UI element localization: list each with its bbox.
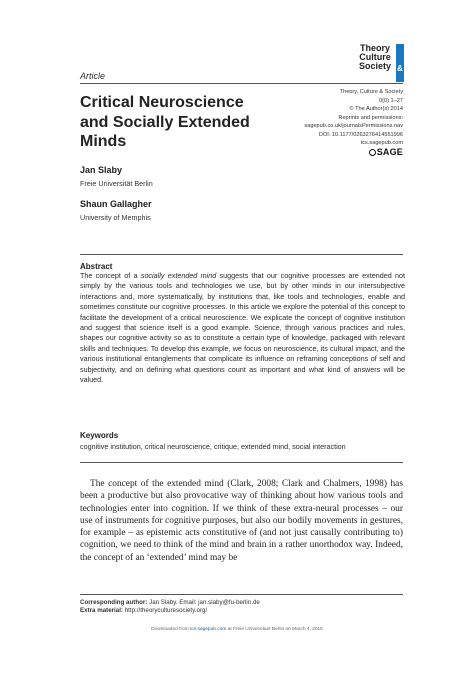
article-title [80, 93, 290, 152]
keywords-rule [80, 462, 403, 463]
abstract-rule [80, 254, 403, 255]
keywords-heading: Keywords [80, 431, 119, 440]
extra-material-link[interactable]: http://theoryculturesociety.org/ [124, 607, 208, 614]
meta-pages: 0(0) 1–27 [379, 97, 403, 104]
author-name: Jan Slaby [80, 165, 123, 175]
author-name: Shaun Gallagher [80, 199, 152, 209]
abstract-text-start: The concept of a [80, 271, 141, 280]
title-line: Minds [80, 133, 127, 150]
logo-line: Society [358, 61, 391, 71]
sage-logo [352, 147, 403, 157]
sage-mark-icon [369, 149, 376, 156]
logo-ampersand: & [397, 64, 403, 73]
abstract-heading: Abstract [80, 262, 113, 271]
logo-line: Culture [359, 52, 391, 62]
title-line: and Socially Extended [80, 113, 250, 131]
download-link[interactable]: tcs.sagepub.com [190, 627, 227, 632]
journal-logo-text [354, 44, 396, 71]
header-rule [80, 83, 403, 84]
sage-logo-text: SAGE [376, 147, 403, 157]
download-notice [0, 627, 474, 632]
title-line: Critical Neuroscience [80, 94, 244, 111]
author-affiliation: University of Memphis [80, 213, 151, 222]
author-affiliation: Freie Universität Berlin [80, 179, 153, 188]
meta-copyright: © The Author(s) 2014 [349, 106, 403, 112]
article-type-label: Article [80, 71, 106, 81]
corresponding-author-text: Jan Slaby. Email: jan.slaby@fu-berlin.de [149, 599, 260, 606]
footnote-rule [80, 594, 403, 595]
journal-logo [348, 44, 406, 84]
corresponding-author-note [80, 599, 260, 606]
download-suffix: at Freie Universitaet Berlin on March 4, 2015 [226, 627, 323, 632]
logo-blue-bar [396, 44, 404, 82]
meta-journal-name: Theory, Culture & Society [339, 89, 403, 95]
abstract-text-rest: suggests that our cognitive processes are extended not simply by the various tools and technologies we use, but by other minds in our intersubjective interactions and, more systematically, by institutions that, like tools and technologies, enable and sometimes constitute our cognitive processes. In this article we explore the potential of this concept to facilitate the development of a critical neuroscience. We explicate the concept of cognitive institution and suggest that science itself is a good example. Science, through various practices and rules, shapes our cognitive activity so as to constitute a certain type of knowledge, packaged with relevant skills and techniques. To develop this example, we focus on neuroscience, its cultural impact, and the various institutional entanglements that complicate its influence on reframing conceptions of self and subjectivity, and on defining what questions count as important and what kind of answers will be valued. [80, 271, 406, 385]
logo-line: Theory [359, 43, 390, 53]
meta-doi[interactable]: DOI: 10.1177/0263276414551996 [318, 131, 403, 138]
meta-journal-url[interactable]: tcs.sagepub.com [360, 140, 403, 146]
body-paragraph: The concept of the extended mind (Clark, 2008; Clark and Chalmers, 1998) has been a productive but also provocative way of thinking about how various tools and technologies enter into cognition. If we think of these extra-neural processes – our use of instruments for cognitive purposes, but also our bodily movements in gestures, for example – as epistemic acts constitutive of (and not just causally contributing to) cognition, we need to think of the mind and brain in a rather unorthodox way. Indeed, the concept of an ‘extended’ mind may be [80, 479, 403, 563]
footnote-label: Extra material: [80, 607, 123, 614]
abstract-text [80, 271, 405, 385]
keywords-text: cognitive institution, critical neuroscience, critique, extended mind, social interaction [80, 442, 346, 451]
download-prefix: Downloaded from [151, 627, 191, 632]
footnote-label: Corresponding author: [80, 599, 148, 606]
meta-reprints: Reprints and permissions: [338, 114, 403, 121]
extra-material-note [80, 607, 207, 614]
meta-permissions-link[interactable]: sagepub.co.uk/journalsPermissions.nav [304, 123, 403, 129]
journal-meta [296, 88, 403, 148]
abstract-emphasis: socially extended mind [140, 271, 217, 280]
